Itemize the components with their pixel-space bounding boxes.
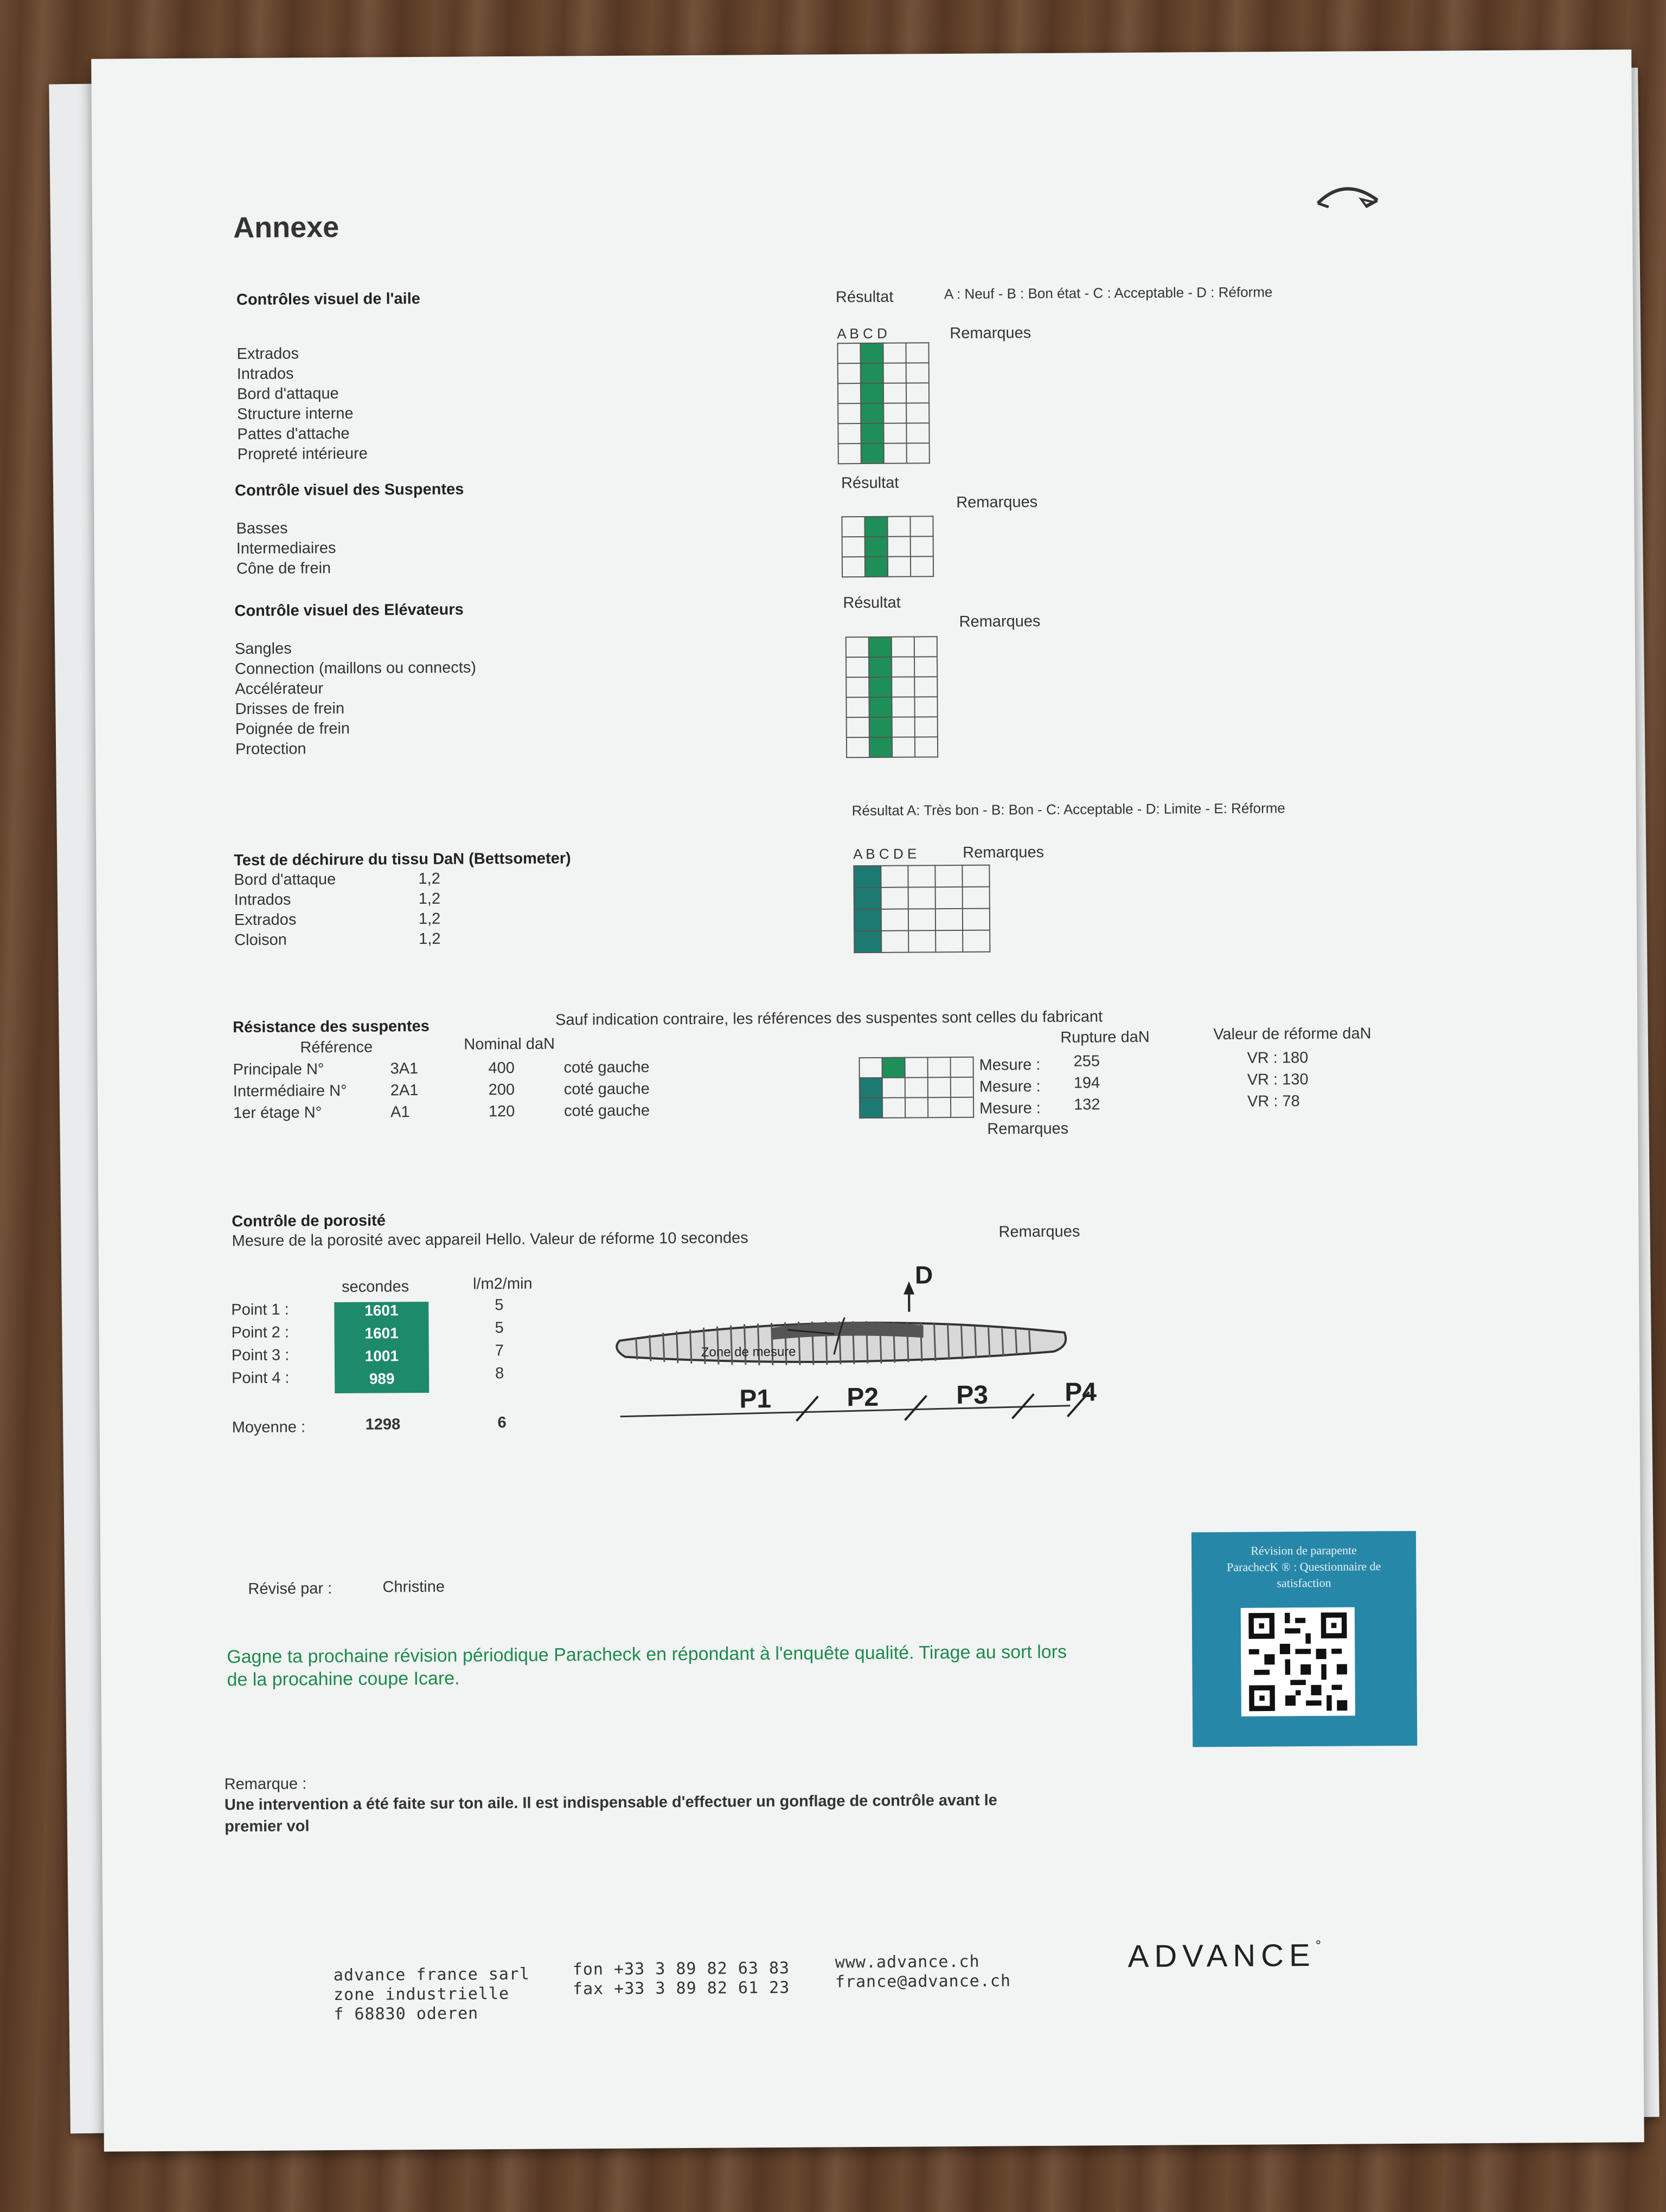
strength-rows bbox=[233, 1056, 650, 1124]
strength-remarks-label: Remarques bbox=[987, 1120, 1069, 1138]
lines-grade-grid bbox=[841, 516, 934, 577]
table-row: 1er étage N° A1 120 coté gauche bbox=[233, 1102, 650, 1122]
tear-remarks-label: Remarques bbox=[963, 844, 1045, 861]
p1-label: P1 bbox=[739, 1385, 772, 1414]
risers-result-label: Résultat bbox=[843, 594, 901, 612]
table-row: Intermédiaire N° 2A1 200 coté gauche bbox=[233, 1080, 650, 1101]
qr-caption-line3: satisfaction bbox=[1277, 1576, 1331, 1590]
list-item: Drisses de frein bbox=[235, 699, 345, 718]
strength-reform-header: Valeur de réforme daN bbox=[1213, 1025, 1372, 1044]
revised-by-name: Christine bbox=[382, 1578, 445, 1596]
remark-label: Remarque : bbox=[224, 1775, 307, 1793]
risers-section-heading: Contrôle visuel des Elévateurs bbox=[234, 601, 464, 620]
strength-measure-labels: Mesure : Mesure : Mesure : bbox=[979, 1056, 1041, 1117]
qr-code-icon[interactable] bbox=[1241, 1607, 1355, 1716]
list-item: Cloison 1,2 bbox=[234, 930, 441, 949]
promo-text-line1: Gagne ta prochaine révision périodique Paracheck en répondant à l'enquête qualité. Tirage au sort lors bbox=[227, 1641, 1067, 1668]
list-item: Pattes d'attache bbox=[237, 425, 350, 443]
list-item: Intrados bbox=[236, 365, 294, 383]
website-link[interactable]: www.advance.ch bbox=[835, 1952, 980, 1972]
table-row: Principale N° 3A1 400 coté gauche bbox=[233, 1058, 650, 1079]
lines-remarks-label: Remarques bbox=[956, 493, 1038, 511]
tear-grid-letters: A B C D E bbox=[853, 845, 917, 863]
list-item: Extrados 1,2 bbox=[234, 910, 441, 929]
wing-result-label: Résultat bbox=[835, 288, 894, 306]
wing-remarks-label: Remarques bbox=[950, 324, 1031, 343]
risers-items-list bbox=[235, 638, 477, 760]
list-item: Bord d'attaque bbox=[236, 384, 339, 403]
porosity-average-label: Moyenne : bbox=[232, 1418, 306, 1437]
paraglider-logo-icon bbox=[1312, 178, 1383, 217]
list-item: Poignée de frein bbox=[235, 719, 350, 738]
tear-result-legend: Résultat A: Très bon - B: Bon - C: Acceptable - D: Limite - E: Réforme bbox=[851, 800, 1285, 819]
p3-label: P3 bbox=[956, 1380, 989, 1410]
porosity-seconds-3: 1001 bbox=[364, 1347, 399, 1365]
porosity-wing-diagram bbox=[587, 1256, 1130, 1455]
qr-caption-line1: Révision de parapente bbox=[1251, 1543, 1357, 1558]
d-label: D bbox=[914, 1261, 933, 1289]
list-item: Basses bbox=[236, 519, 288, 538]
strength-note: Sauf indication contraire, les références des suspentes sont celles du fabricant bbox=[555, 1008, 1103, 1029]
promo-text-line2: de la procahine coupe Icare. bbox=[227, 1668, 460, 1690]
strength-reform-values: VR : 180 VR : 130 VR : 78 bbox=[1247, 1049, 1309, 1110]
footer-web bbox=[835, 1952, 1011, 1992]
porosity-seconds-4: 989 bbox=[369, 1370, 395, 1387]
list-item: Cône de frein bbox=[236, 560, 331, 578]
remark-text-line1: Une intervention a été faite sur ton aile. Il est indispensable d'effectuer un gonflage de contrôle avant le bbox=[224, 1791, 997, 1814]
strength-nominal-header: Nominal daN bbox=[464, 1035, 555, 1053]
risers-grade-grid bbox=[845, 636, 938, 758]
p4-label: P4 bbox=[1065, 1378, 1097, 1407]
page-title: Annexe bbox=[233, 210, 339, 245]
wing-items-list bbox=[236, 344, 368, 465]
wing-grade-legend: A : Neuf - B : Bon état - C : Acceptable - D : Réforme bbox=[944, 284, 1273, 303]
wing-section-heading: Contrôles visuel de l'aile bbox=[236, 290, 420, 309]
revised-by-label: Révisé par : bbox=[248, 1580, 332, 1598]
strength-ref-header: Référence bbox=[300, 1038, 373, 1057]
footer-phone: fon +33 3 89 82 63 83 fax +33 3 89 82 61 23 bbox=[572, 1958, 790, 1999]
lines-section-heading: Contrôle visuel des Suspentes bbox=[235, 480, 464, 500]
document-page bbox=[91, 49, 1644, 2151]
tear-items-list bbox=[234, 869, 440, 950]
porosity-subtitle: Mesure de la porosité avec appareil Hello. Valeur de réforme 10 secondes bbox=[232, 1229, 748, 1250]
strength-grade-grid bbox=[859, 1057, 975, 1118]
lines-items-list bbox=[236, 518, 336, 579]
list-item: Accélérateur bbox=[235, 680, 324, 698]
remark-text-line2: premier vol bbox=[225, 1817, 310, 1836]
porosity-flow-values: 5 5 7 8 bbox=[495, 1296, 504, 1382]
porosity-seconds-1: 1601 bbox=[364, 1302, 399, 1319]
tear-section-heading: Test de déchirure du tissu DaN (Bettsometer) bbox=[234, 850, 571, 870]
porosity-average-flow: 6 bbox=[497, 1414, 507, 1432]
list-item: Connection (maillons ou connects) bbox=[235, 659, 477, 678]
porosity-flow-header: l/m2/min bbox=[472, 1275, 533, 1293]
wing-grid-letters: A B C D bbox=[837, 325, 887, 342]
strength-section-heading: Résistance des suspentes bbox=[233, 1017, 430, 1037]
qr-caption-line2: ParachecK ® : Questionnaire de bbox=[1227, 1559, 1381, 1574]
porosity-seconds-2: 1601 bbox=[364, 1324, 399, 1342]
advance-logo: ADVANCE° bbox=[1127, 1937, 1322, 1975]
porosity-point-labels: Point 1 : Point 2 : Point 3 : Point 4 : bbox=[231, 1301, 290, 1387]
lines-result-label: Résultat bbox=[841, 474, 899, 492]
p2-label: P2 bbox=[847, 1382, 879, 1412]
porosity-seconds-header: secondes bbox=[341, 1278, 409, 1296]
porosity-section-heading: Contrôle de porosité bbox=[232, 1212, 386, 1231]
list-item: Extrados bbox=[236, 345, 299, 363]
porosity-remarks-label: Remarques bbox=[998, 1223, 1080, 1241]
wing-grade-grid bbox=[837, 342, 930, 464]
footer-company: advance france sarl zone industrielle f 68830 oderen bbox=[333, 1964, 530, 2024]
list-item: Protection bbox=[235, 740, 306, 758]
list-item: Intermediaires bbox=[236, 539, 336, 558]
porosity-average-seconds: 1298 bbox=[365, 1416, 401, 1433]
risers-remarks-label: Remarques bbox=[959, 613, 1041, 631]
list-item: Intrados 1,2 bbox=[234, 890, 441, 909]
tear-grade-grid bbox=[853, 865, 990, 954]
strength-rupture-header: Rupture daN bbox=[1060, 1028, 1150, 1046]
zone-label: Zone de mesure bbox=[701, 1344, 796, 1360]
list-item: Bord d'attaque 1,2 bbox=[234, 870, 440, 889]
strength-rupture-values: 255 194 132 bbox=[1073, 1052, 1100, 1114]
list-item: Structure interne bbox=[237, 404, 354, 423]
list-item: Propreté intérieure bbox=[237, 445, 368, 464]
email-link[interactable]: france@advance.ch bbox=[835, 1971, 1011, 1992]
list-item: Sangles bbox=[234, 640, 292, 658]
